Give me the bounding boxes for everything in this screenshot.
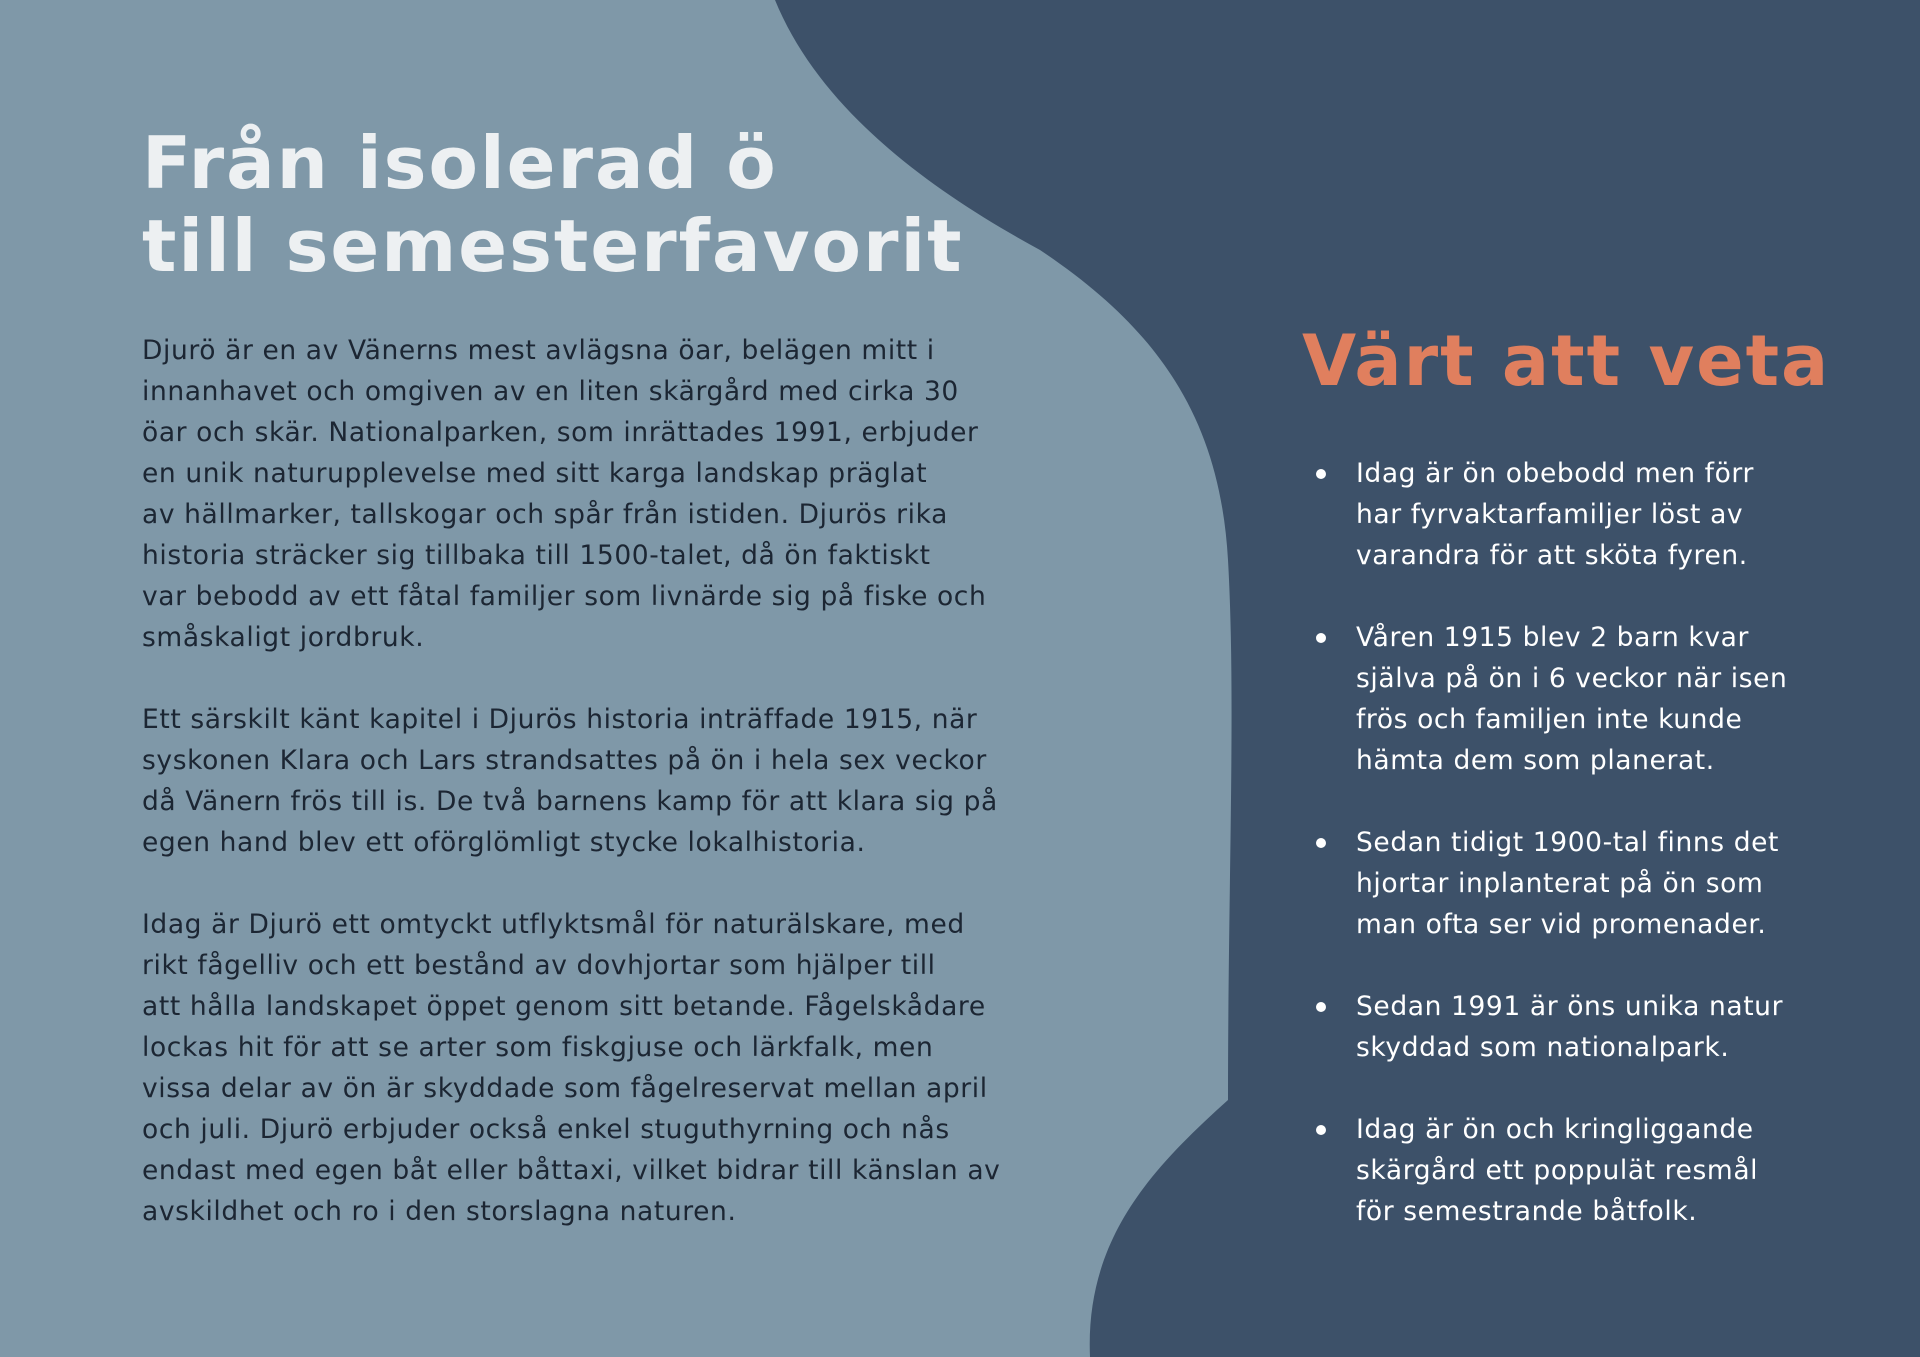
fact-line: varandra för att sköta fyren. — [1356, 540, 1748, 571]
fact-line: skyddad som nationalpark. — [1356, 1032, 1730, 1063]
text-line: innanhavet och omgiven av en liten skärgård med cirka 30 — [142, 376, 959, 407]
fact-item — [1313, 617, 1873, 781]
text-line: småskaligt jordbruk. — [142, 622, 425, 653]
main-title-line: Från isolerad ö — [142, 121, 778, 205]
fact-line: hämta dem som planerat. — [1356, 745, 1715, 776]
paragraph-today — [142, 904, 1082, 1232]
bullet-icon — [1316, 1125, 1326, 1135]
fact-line: skärgård ett poppulät resmål — [1356, 1155, 1759, 1186]
fact-line: Sedan 1991 är öns unika natur — [1356, 991, 1784, 1022]
fact-line: för semestrande båtfolk. — [1356, 1196, 1698, 1227]
text-line: då Vänern frös till is. De två barnens kamp för att klara sig på — [142, 786, 998, 817]
text-line: och juli. Djurö erbjuder också enkel stuguthyrning och nås — [142, 1114, 950, 1145]
text-line: Djurö är en av Vänerns mest avlägsna öar, belägen mitt i — [142, 335, 935, 366]
text-line: var bebodd av ett fåtal familjer som livnärde sig på fiske och — [142, 581, 987, 612]
fact-line: har fyrvaktarfamiljer löst av — [1356, 499, 1744, 530]
text-line: vissa delar av ön är skyddade som fågelreservat mellan april — [142, 1073, 988, 1104]
fact-line: Idag är ön obebodd men förr — [1356, 458, 1754, 489]
fact-item — [1313, 986, 1873, 1068]
facts-list — [1313, 453, 1873, 1273]
fact-line: själva på ön i 6 veckor när isen — [1356, 663, 1788, 694]
fact-line: Idag är ön och kringliggande — [1356, 1114, 1754, 1145]
bullet-icon — [1316, 469, 1326, 479]
text-line: rikt fågelliv och ett bestånd av dovhjortar som hjälper till — [142, 950, 936, 981]
text-line: avskildhet och ro i den storslagna naturen. — [142, 1196, 737, 1227]
text-line: att hålla landskapet öppet genom sitt betande. Fågelskådare — [142, 991, 986, 1022]
paragraph-1915 — [142, 699, 1082, 863]
text-line: historia sträcker sig tillbaka till 1500-talet, då ön faktiskt — [142, 540, 931, 571]
sidebar-title: Värt att veta — [1302, 320, 1831, 402]
text-line: av hällmarker, tallskogar och spår från istiden. Djurös rika — [142, 499, 948, 530]
paragraph-history — [142, 330, 1082, 658]
text-line: öar och skär. Nationalparken, som inrättades 1991, erbjuder — [142, 417, 979, 448]
fact-line: man ofta ser vid promenader. — [1356, 909, 1767, 940]
text-line: egen hand blev ett oförglömligt stycke lokalhistoria. — [142, 827, 866, 858]
text-line: Idag är Djurö ett omtyckt utflyktsmål för naturälskare, med — [142, 909, 965, 940]
text-line: en unik naturupplevelse med sitt karga landskap präglat — [142, 458, 928, 489]
fact-line: Våren 1915 blev 2 barn kvar — [1356, 622, 1749, 653]
fact-item — [1313, 453, 1873, 576]
fact-line: hjortar inplanterat på ön som — [1356, 868, 1764, 899]
bullet-icon — [1316, 838, 1326, 848]
body-text — [142, 330, 1082, 1273]
fact-item — [1313, 1109, 1873, 1232]
text-line: lockas hit för att se arter som fiskgjuse och lärkfalk, men — [142, 1032, 934, 1063]
fact-line: Sedan tidigt 1900-tal finns det — [1356, 827, 1780, 858]
text-line: Ett särskilt känt kapitel i Djurös historia inträffade 1915, när — [142, 704, 978, 735]
bullet-icon — [1316, 633, 1326, 643]
bullet-icon — [1316, 1002, 1326, 1012]
text-line: syskonen Klara och Lars strandsattes på ön i hela sex veckor — [142, 745, 987, 776]
fact-item — [1313, 822, 1873, 945]
main-title — [142, 122, 962, 288]
fact-line: frös och familjen inte kunde — [1356, 704, 1743, 735]
main-title-line: till semesterfavorit — [142, 204, 964, 288]
text-line: endast med egen båt eller båttaxi, vilket bidrar till känslan av — [142, 1155, 1001, 1186]
